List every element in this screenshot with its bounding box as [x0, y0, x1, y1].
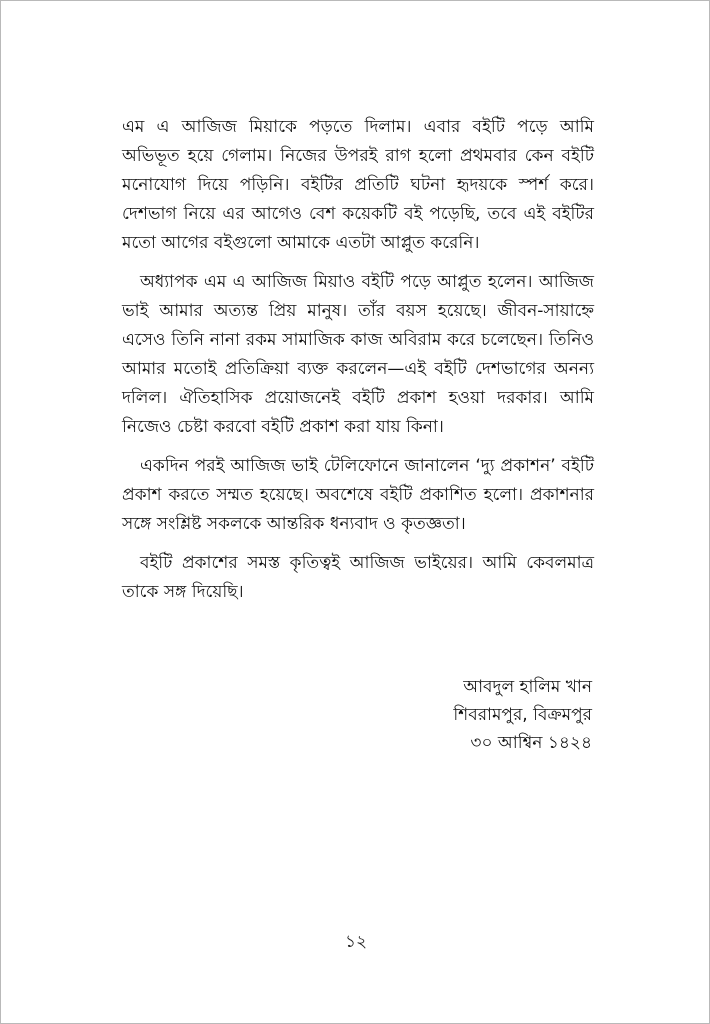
- author-place: শিবরামপুর, বিক্রমপুর: [453, 705, 592, 725]
- paragraph-2: অধ্যাপক এম এ আজিজ মিয়াও বইটি পড়ে আপ্লুত হলেন। আজিজ ভাই আমার অত্যন্ত প্রিয় মানুষ। তাঁর বয়স হয়েছে। জীবন-সায়াহ্নে এসেও তিনি নানা রকম সামাজিক কাজ অবিরাম করে চলেছেন। তিনিও আমার মতোই প্রতিক্রিয়া ব্যক্ত করলেন—এই বইটি দেশভাগের অনন্য দলিল। ঐতিহাসিক প্রয়োজনেই বইটি প্রকাশ হওয়া দরকার। আমি নিজেও চেষ্টা করবো বইটি প্রকাশ করা যায় কিনা।: [122, 272, 594, 437]
- page-number: ১২: [344, 932, 368, 952]
- author-signature-block: [332, 673, 592, 757]
- signature-date: ৩০ আশ্বিন ১৪২৪: [470, 733, 592, 753]
- author-name: আবদুল হালিম খান: [463, 677, 592, 697]
- paragraph-3: একদিন পরই আজিজ ভাই টেলিফোনে জানালেন ‘দ্যু প্রকাশন’ বইটি প্রকাশ করতে সম্মত হয়েছে। অবশেষে বইটি প্রকাশিত হলো। প্রকাশনার সঙ্গে সংশ্লিষ্ট সকলকে আন্তরিক ধন্যবাদ ও কৃতজ্ঞতা।: [122, 456, 594, 534]
- body-text: [122, 113, 594, 607]
- paragraph-1: এম এ আজিজ মিয়াকে পড়তে দিলাম। এবার বইটি পড়ে আমি অভিভূত হয়ে গেলাম। নিজের উপরই রাগ হলো প্রথমবার কেন বইটি মনোযোগ দিয়ে পড়িনি। বইটির প্রতিটি ঘটনা হৃদয়কে স্পর্শ করে। দেশভাগ নিয়ে এর আগেও বেশ কয়েকটি বই পড়েছি, তবে এই বইটির মতো আগের বইগুলো আমাকে এতটা আপ্লুত করেনি।: [122, 117, 594, 253]
- paragraph-4: বইটি প্রকাশের সমস্ত কৃতিত্বই আজিজ ভাইয়ের। আমি কেবলমাত্র তাকে সঙ্গ দিয়েছি।: [122, 553, 594, 602]
